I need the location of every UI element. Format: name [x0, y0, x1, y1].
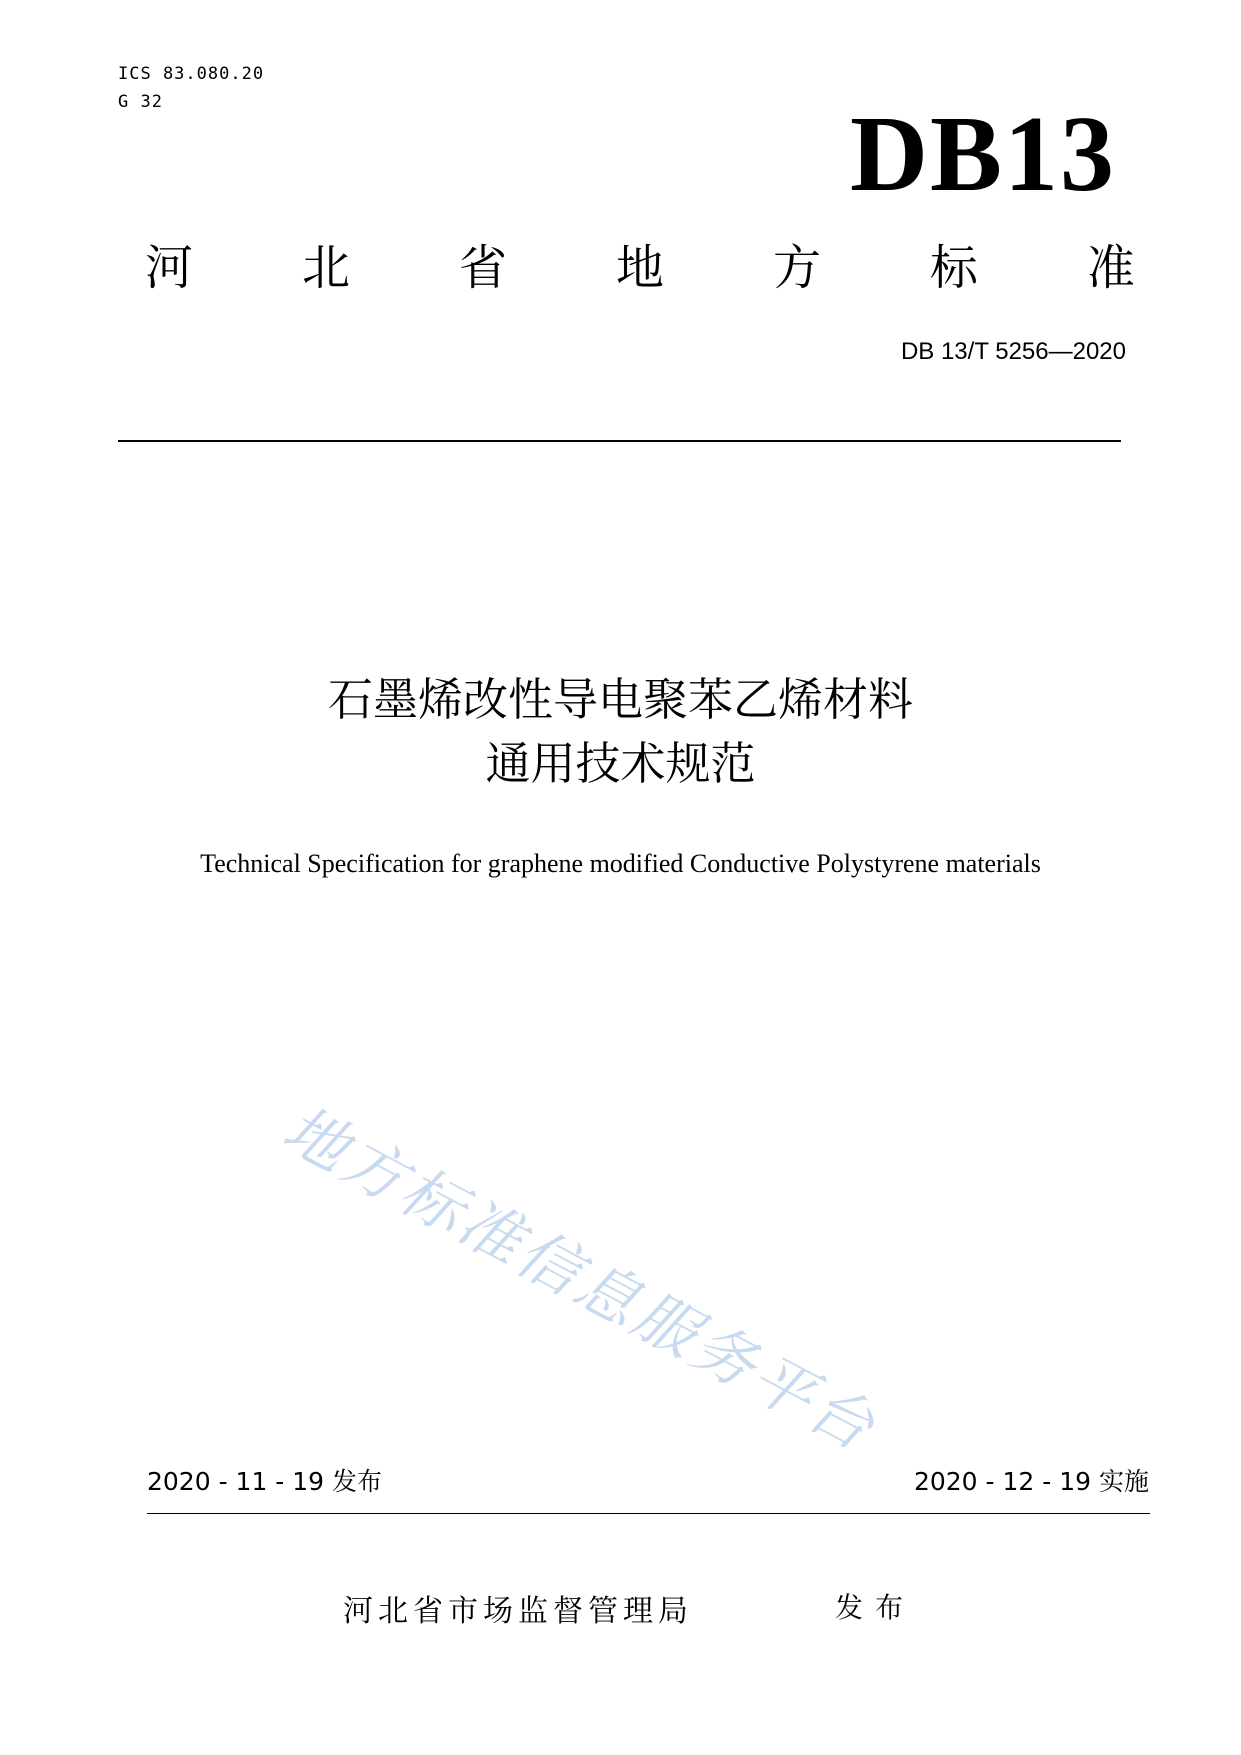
ics-code: ICS 83.080.20 — [118, 64, 265, 84]
standard-mark: DB13 — [849, 95, 1116, 214]
english-title: Technical Specification for graphene modified Conductive Polystyrene materials — [200, 849, 1041, 878]
standard-type-char: 地 — [615, 240, 664, 296]
publisher-name: 河北省市场监督管理局 — [343, 1594, 693, 1629]
publish-label: 发布 — [835, 1591, 916, 1624]
standard-number: DB 13/T 5256—2020 — [900, 338, 1126, 365]
title-line-2: 通用技术规范 — [485, 737, 756, 790]
bottom-divider — [147, 1513, 1150, 1514]
standard-type-char: 北 — [301, 240, 350, 296]
watermark: 地方标准信息服务平台 — [271, 1091, 889, 1466]
standard-type-char: 准 — [1086, 240, 1135, 296]
standard-type-char: 标 — [929, 240, 978, 296]
top-divider — [118, 440, 1121, 442]
classification-codes — [118, 60, 264, 116]
issue-date: 2020 - 11 - 19 发布 — [147, 1467, 383, 1496]
standard-type-heading — [145, 240, 1135, 296]
standard-type-char: 方 — [772, 240, 821, 296]
ccs-code: G 32 — [118, 92, 163, 112]
standard-type-char: 河 — [145, 240, 194, 296]
implementation-date: 2020 - 12 - 19 实施 — [913, 1467, 1149, 1496]
document-title — [0, 668, 1241, 796]
standard-type-char: 省 — [458, 240, 507, 296]
title-line-1: 石墨烯改性导电聚苯乙烯材料 — [327, 673, 913, 726]
